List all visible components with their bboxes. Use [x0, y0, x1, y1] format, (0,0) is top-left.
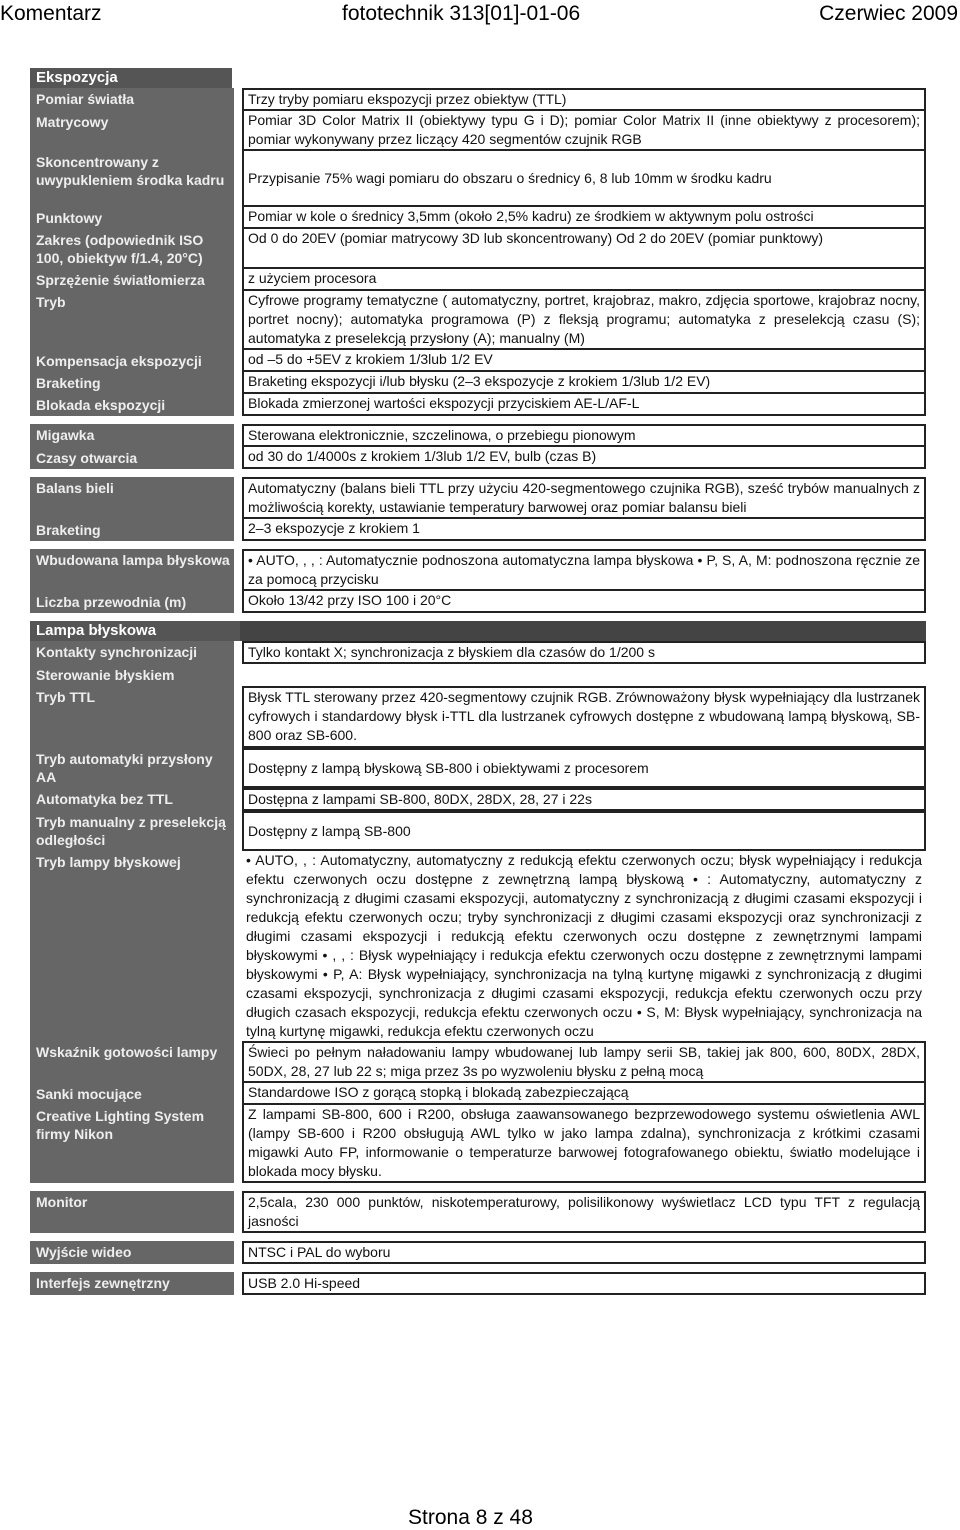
row-label: Tryb manualny z preselekcją odległości	[30, 811, 234, 851]
table-row	[30, 1272, 926, 1295]
table-row	[30, 788, 926, 811]
section-migawka	[30, 424, 926, 469]
section-monitor	[30, 1191, 926, 1233]
table-row	[30, 229, 926, 269]
row-value: Dostępna z lampami SB-800, 80DX, 28DX, 28, 27 i 22s	[242, 788, 926, 811]
row-label: Sprzężenie światłomierza	[30, 269, 234, 291]
row-label: Tryb automatyki przysłony AA	[30, 748, 234, 788]
row-value: z użyciem procesora	[242, 269, 926, 291]
row-value: Tylko kontakt X; synchronizacja z błyskiem dla czasów do 1/200 s	[242, 641, 926, 664]
table-row	[30, 151, 926, 207]
table-row	[30, 88, 926, 111]
row-label: Monitor	[30, 1191, 234, 1233]
section-lampa-blyskowa	[30, 621, 926, 1183]
table-row	[30, 1083, 926, 1105]
row-value: Standardowe ISO z gorącą stopką i blokadą zabezpieczającą	[242, 1083, 926, 1105]
table-row	[30, 1105, 926, 1183]
table-row	[30, 207, 926, 229]
row-value: Około 13/42 przy ISO 100 i 20°C	[242, 591, 926, 613]
table-row	[30, 851, 926, 1041]
table-row	[30, 291, 926, 350]
row-label: Pomiar światła	[30, 88, 234, 111]
row-value: Pomiar w kole o średnicy 3,5mm (około 2,5% kadru) ze środkiem w aktywnym polu ostrości	[242, 207, 926, 229]
row-value: • AUTO, , , : Automatycznie podnoszona automatyczna lampa błyskowa • P, S, A, M: podnoszona ręcznie ze za pomocą przycisku	[242, 549, 926, 591]
table-row	[30, 549, 926, 591]
table-row	[30, 477, 926, 519]
row-value: USB 2.0 Hi-speed	[242, 1272, 926, 1295]
table-row	[30, 519, 926, 541]
row-value: Cyfrowe programy tematyczne ( automatyczny, portret, krajobraz, makro, zdjęcia sportowe, krajobraz nocny, portret nocny); automatyka programowa (P) z fleksją programu; automatyka z preselekcją czasu (S); automatyka z preselekcją przysłony (A); manualny (M)	[242, 291, 926, 350]
row-label: Tryb	[30, 291, 234, 350]
row-label: Automatyka bez TTL	[30, 788, 234, 811]
row-label: Wbudowana lampa błyskowa	[30, 549, 234, 591]
section-balans-bieli	[30, 477, 926, 541]
row-value	[242, 664, 926, 686]
row-label: Kompensacja ekspozycji	[30, 350, 234, 372]
section-title: Lampa błyskowa	[30, 621, 926, 641]
row-value: 2–3 ekspozycje z krokiem 1	[242, 519, 926, 541]
section-ekspozycja	[30, 68, 926, 416]
row-label: Migawka	[30, 424, 234, 447]
row-value: od –5 do +5EV z krokiem 1/3lub 1/2 EV	[242, 350, 926, 372]
table-row	[30, 447, 926, 469]
row-label: Balans bieli	[30, 477, 234, 519]
row-value: Trzy tryby pomiaru ekspozycji przez obiektyw (TTL)	[242, 88, 926, 111]
row-value: Przypisanie 75% wagi pomiaru do obszaru o średnicy 6, 8 lub 10mm w środku kadru	[242, 151, 926, 207]
section-wbudowana-lampa	[30, 549, 926, 613]
row-value: Blokada zmierzonej wartości ekspozycji przyciskiem AE-L/AF-L	[242, 394, 926, 416]
page-number: Strona 8 z 48	[408, 1506, 533, 1529]
row-label: Interfejs zewnętrzny	[30, 1272, 234, 1295]
table-row	[30, 591, 926, 613]
row-label: Blokada ekspozycji	[30, 394, 234, 416]
table-row	[30, 686, 926, 748]
section-wyjscie-wideo	[30, 1241, 926, 1264]
row-label: Liczba przewodnia (m)	[30, 591, 234, 613]
table-row	[30, 269, 926, 291]
row-label: Tryb lampy błyskowej	[30, 851, 234, 1041]
row-value: Błysk TTL sterowany przez 420-segmentowy czujnik RGB. Zrównoważony błysk wypełniający dla lustrzanek cyfrowych i standardowy błysk i-TTL dla lustrzanek cyfrowych dostępne z wbudowaną lampą błyskową, SB-800 oraz SB-600.	[242, 686, 926, 748]
table-row	[30, 641, 926, 664]
table-row	[30, 394, 926, 416]
row-label: Wskaźnik gotowości lampy	[30, 1041, 234, 1083]
spec-table	[30, 68, 926, 1303]
table-row	[30, 664, 926, 686]
section-interfejs	[30, 1272, 926, 1295]
row-value: Od 0 do 20EV (pomiar matrycowy 3D lub skoncentrowany) Od 2 do 20EV (pomiar punktowy)	[242, 229, 926, 269]
header-left: Komentarz	[0, 2, 102, 25]
table-row	[30, 424, 926, 447]
table-row	[30, 1041, 926, 1083]
row-label: Zakres (odpowiednik ISO 100, obiektyw f/1.4, 20°C)	[30, 229, 234, 269]
table-row	[30, 811, 926, 851]
row-value: Sterowana elektronicznie, szczelinowa, o przebiegu pionowym	[242, 424, 926, 447]
row-label: Tryb TTL	[30, 686, 234, 748]
row-label: Sanki mocujące	[30, 1083, 234, 1105]
row-value: Świeci po pełnym naładowaniu lampy wbudowanej lub lampy serii SB, takiej jak 800, 600, 80DX, 28DX, 50DX, 28, 27 lub 22 s; miga przez 3s po wyzwoleniu błysku z pełną mocą	[242, 1041, 926, 1083]
row-label: Sterowanie błyskiem	[30, 664, 234, 686]
row-value: Dostępny z lampą błyskową SB-800 i obiektywami z procesorem	[242, 748, 926, 788]
row-value: • AUTO, , : Automatyczny, automatyczny z redukcją efektu czerwonych oczu; błysk wypełniający i redukcja efektu czerwonych oczu dostępne z zewnętrzną lampą błyskową • : Automatyczny, automatyczny z synchronizacją z długimi czasami ekspozycji, automatyczny z synchronizacją z długimi czasami ekspozycji i redukcją efektu czerwonych oczu; tryby synchronizacji z długimi czasami ekspozycji oraz synchronizacji z długimi czasami ekspozycji i redukcją efektu czerwonych oczu dostępne z zewnętrznymi lampami błyskowymi • , , : Błysk wypełniający i redukcja efektu czerwonych oczu dostępne z zewnętrznymi lampami błyskowymi • P, A: Błysk wypełniający, synchronizacja na tylną kurtynę migawki z synchronizacją z długimi czasami ekspozycji, synchronizacja z długimi czasami ekspozycji, redukcja efektu czerwonych oczu przy długich czasach ekspozycji, redukcja efektu czerwonych oczu • S, M: Błysk wypełniający, synchronizacja na tylną kurtynę migawki, redukcja efektu czerwonych oczu	[242, 851, 926, 1041]
header-center: fototechnik 313[01]-01-06	[342, 2, 581, 25]
section-title: Ekspozycja	[30, 68, 232, 88]
row-label: Punktowy	[30, 207, 234, 229]
row-label: Skoncentrowany z uwypukleniem środka kadru	[30, 151, 234, 207]
row-value: Braketing ekspozycji i/lub błysku (2–3 ekspozycje z krokiem 1/3lub 1/2 EV)	[242, 372, 926, 394]
row-label: Kontakty synchronizacji	[30, 641, 234, 664]
table-row	[30, 1241, 926, 1264]
table-row	[30, 748, 926, 788]
row-label: Creative Lighting System firmy Nikon	[30, 1105, 234, 1183]
header-right: Czerwiec 2009	[819, 2, 958, 25]
row-value: Automatyczny (balans bieli TTL przy użyciu 420-segmentowego czujnika RGB), sześć trybów manualnych z możliwością korekty, ustawianie temperatury barwowej oraz pomiar balansu bieli	[242, 477, 926, 519]
row-value: od 30 do 1/4000s z krokiem 1/3lub 1/2 EV, bulb (czas B)	[242, 447, 926, 469]
row-value: Dostępny z lampą SB-800	[242, 811, 926, 851]
row-label: Czasy otwarcia	[30, 447, 234, 469]
row-label: Matrycowy	[30, 111, 234, 151]
row-value: Pomiar 3D Color Matrix II (obiektywy typu G i D); pomiar Color Matrix II (inne obiektywy z procesorem); pomiar wykonywany przez liczący 420 segmentów czujnik RGB	[242, 111, 926, 151]
row-label: Braketing	[30, 519, 234, 541]
table-row	[30, 350, 926, 372]
row-value: NTSC i PAL do wyboru	[242, 1241, 926, 1264]
table-row	[30, 111, 926, 151]
table-row	[30, 372, 926, 394]
table-row	[30, 1191, 926, 1233]
row-value: Z lampami SB-800, 600 i R200, obsługa zaawansowanego bezprzewodowego systemu oświetlenia AWL (lampy SB-600 i R200 obsługują AWL tylko w jako lampa zdalna), synchronizacja z krótkimi czasami migawki Auto FP, informowanie o temperaturze barwowej fotografowanego obiektu, światło modelujące i blokada mocy błysku.	[242, 1105, 926, 1183]
row-value: 2,5cala, 230 000 punktów, niskotemperaturowy, polisilikonowy wyświetlacz LCD typu TFT z regulacją jasności	[242, 1191, 926, 1233]
row-label: Wyjście wideo	[30, 1241, 234, 1264]
row-label: Braketing	[30, 372, 234, 394]
